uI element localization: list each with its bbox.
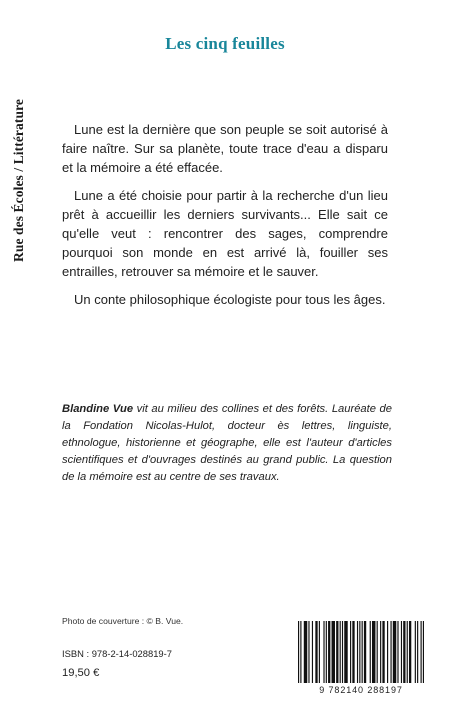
photo-credit: Photo de couverture : © B. Vue. [62, 616, 184, 626]
blurb-paragraph: Lune est la dernière que son peuple se soit autorisé à faire naître. Sur sa planète, toute trace d'eau a disparu et la mémoire a été effacée. [62, 122, 388, 175]
isbn: ISBN : 978-2-14-028819-7 [62, 648, 172, 659]
barcode [296, 621, 426, 683]
price: 19,50 € [62, 667, 100, 679]
blurb-paragraph: Lune a été choisie pour partir à la recherche d'un lieu prêt à accueillir les derniers survivants... Elle sait ce qu'elle veut : rencontrer des sages, comprendre pourquoi son monde en est arrivé là, fouiller ses entrailles, retrouver sa mémoire et le sauver. [62, 188, 388, 279]
author-bio-text: vit au milieu des collines et des forêts. Lauréate de la Fondation Nicolas-Hulot, docteur ès lettres, linguiste, ethnologue, historienne et géographe, elle est l'auteur d'articles scientifiques et d'ouvrages destinés au grand public. La question de la mémoire est au centre de ses travaux. [62, 403, 392, 483]
book-title: Les cinq feuilles [165, 34, 285, 53]
barcode-digits: 9 782140 288197 [319, 685, 403, 695]
blurb-paragraph: Un conte philosophique écologiste pour tous les âges. [74, 292, 386, 307]
collection-name: Rue des Écoles / Littérature [11, 98, 26, 262]
spine-label [8, 98, 32, 286]
author-name: Blandine Vue [62, 403, 134, 415]
blurb [62, 120, 388, 318]
author-bio [62, 401, 392, 486]
